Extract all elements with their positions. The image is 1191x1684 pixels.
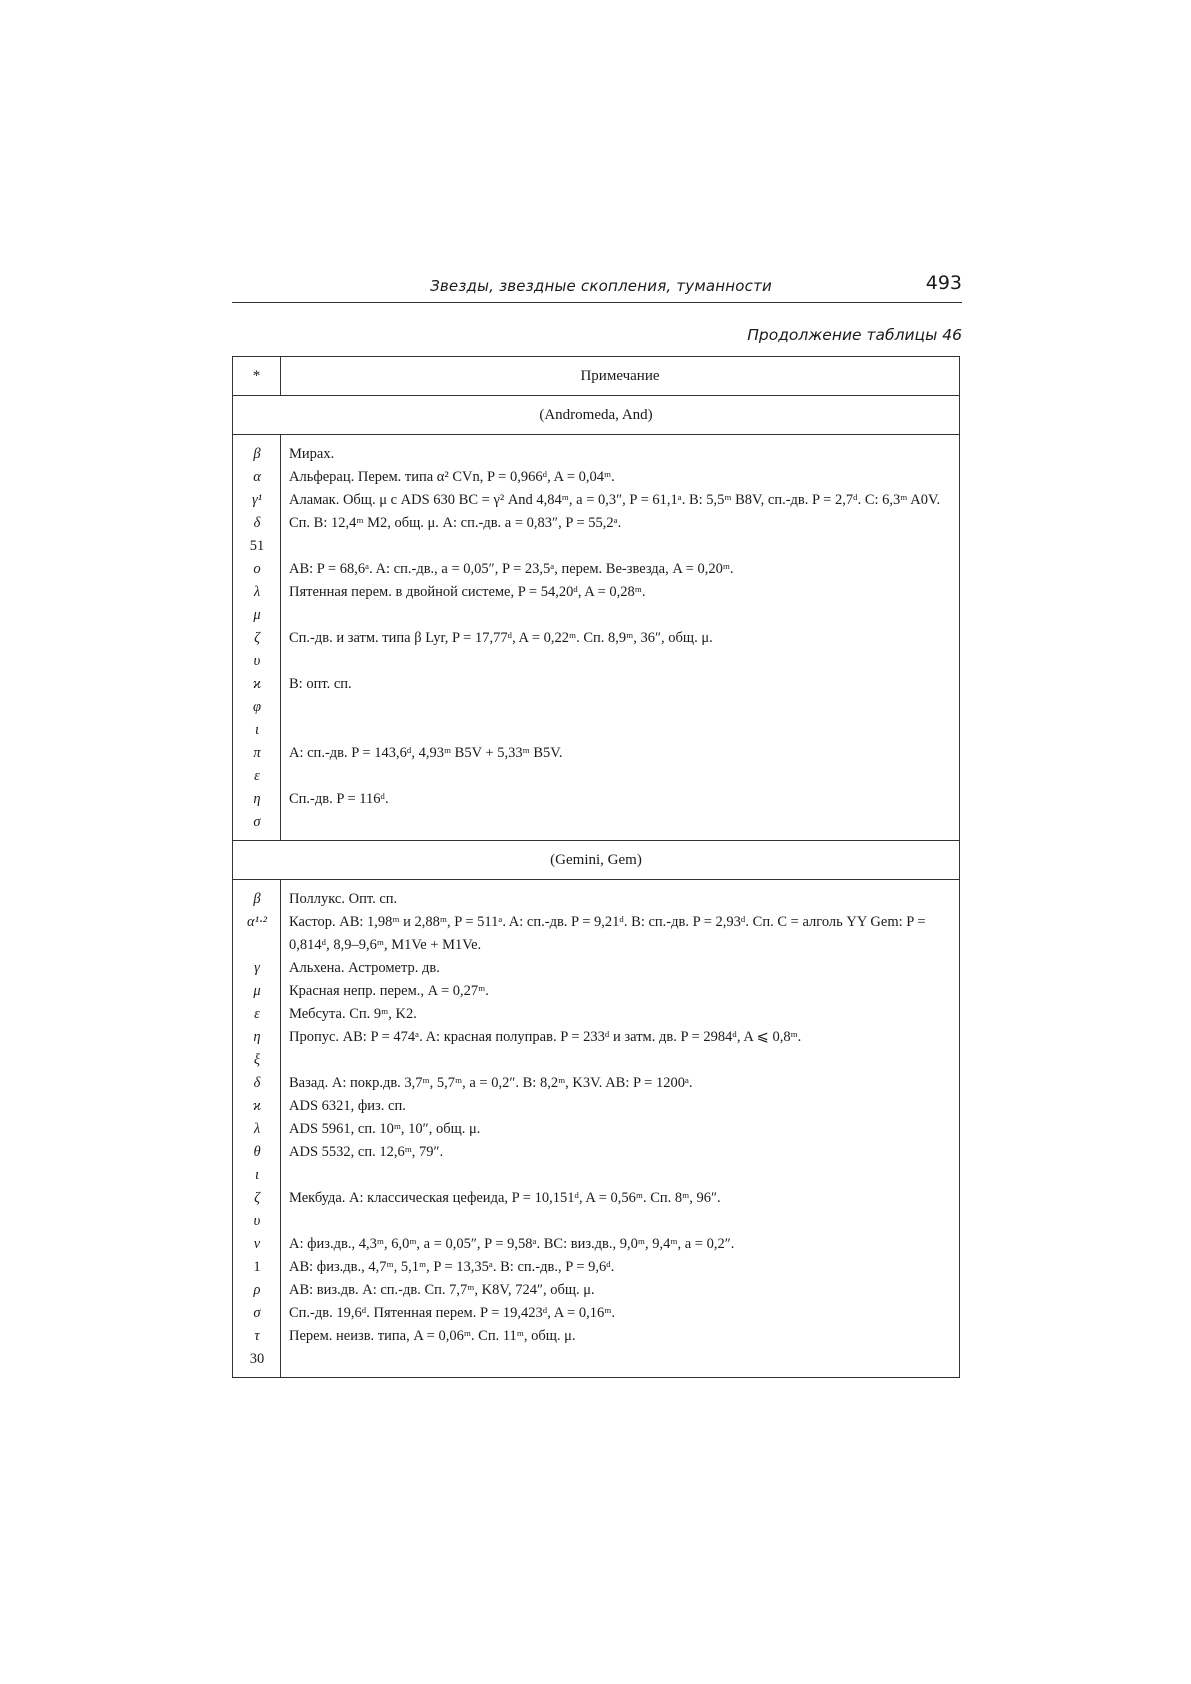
- table-row: [233, 1095, 959, 1118]
- table-row: [233, 1233, 959, 1256]
- section-body: [233, 880, 959, 1377]
- table-row: [233, 443, 959, 466]
- table-row: [233, 581, 959, 604]
- star-note: ADS 5961, сп. 10ᵐ, 10″, общ. μ.: [289, 1121, 481, 1137]
- star-note: ADS 6321, физ. сп.: [289, 1098, 406, 1114]
- table-row: [233, 1302, 959, 1325]
- table-row: [233, 512, 959, 535]
- star-note: [281, 765, 959, 788]
- star-note: Сп. B: 12,4ᵐ M2, общ. μ. A: сп.-дв. a = 0,83″, P = 55,2ᵃ.: [289, 515, 622, 531]
- star-note: [281, 1049, 959, 1072]
- star-note: [281, 696, 959, 719]
- star-designation: π: [253, 745, 261, 761]
- star-designation: τ: [254, 1328, 260, 1344]
- table-row: [233, 742, 959, 765]
- running-title: Звезды, звездные скопления, туманности: [430, 277, 772, 295]
- table-row: [233, 811, 959, 834]
- star-designation: λ: [253, 584, 261, 600]
- star-note: Красная непр. перем., A = 0,27ᵐ.: [289, 983, 489, 999]
- star-designation: μ: [253, 983, 261, 999]
- star-designation: ζ: [254, 1190, 260, 1206]
- star-note: [281, 719, 959, 742]
- star-note: Аламак. Общ. μ с ADS 630 BC = γ² And 4,84ᵐ, a = 0,3″, P = 61,1ᵃ. B: 5,5ᵐ B8V, сп.-дв. P = 2,7ᵈ. C: 6,3ᵐ A0V.: [289, 492, 941, 508]
- table-row: [233, 1026, 959, 1049]
- star-designation: γ: [254, 960, 260, 976]
- table-row: [233, 1187, 959, 1210]
- star-designation: α: [253, 469, 261, 485]
- star-designation: o: [253, 561, 261, 577]
- star-designation: ζ: [254, 630, 260, 646]
- star-designation: θ: [253, 1144, 261, 1160]
- table-header-row: [233, 357, 959, 396]
- star-note: A: сп.-дв. P = 143,6ᵈ, 4,93ᵐ B5V + 5,33ᵐ B5V.: [289, 745, 563, 761]
- star-designation: ν: [253, 1236, 261, 1252]
- star-note: [281, 811, 959, 834]
- star-note: [281, 1348, 959, 1371]
- star-note: Сп.-дв. и затм. типа β Lyr, P = 17,77ᵈ, A = 0,22ᵐ. Сп. 8,9ᵐ, 36″, общ. μ.: [289, 630, 713, 646]
- table-row: [233, 1049, 959, 1072]
- star-designation: υ: [253, 1213, 261, 1229]
- star-designation: α¹·²: [247, 914, 267, 930]
- table-row: [233, 1210, 959, 1233]
- table-row: [233, 489, 959, 512]
- table-row: [233, 696, 959, 719]
- star-designation: ε: [254, 1006, 260, 1022]
- section-body: [233, 435, 959, 841]
- star-note: Пропус. AB: P = 474ᵃ. A: красная полуправ. P = 233ᵈ и затм. дв. P = 2984ᵈ, A ⩽ 0,8ᵐ.: [289, 1029, 802, 1045]
- table-row: [233, 957, 959, 980]
- table-row: [233, 650, 959, 673]
- star-designation: ρ: [253, 1282, 261, 1298]
- star-designation: 51: [249, 538, 265, 554]
- table-row: [233, 911, 959, 957]
- star-note: Кастор. AB: 1,98ᵐ и 2,88ᵐ, P = 511ᵃ. A: сп.-дв. P = 9,21ᵈ. B: сп.-дв. P = 2,93ᵈ. Сп. C = алголь YY Gem: P = 0,814ᵈ, 8,9–9,6ᵐ, M1Ve + M1Ve.: [289, 914, 930, 953]
- table-row: [233, 466, 959, 489]
- star-designation: φ: [252, 699, 262, 715]
- star-designation: μ: [253, 607, 261, 623]
- table-row: [233, 1141, 959, 1164]
- table-row: [233, 788, 959, 811]
- star-note: Мебсута. Сп. 9ᵐ, K2.: [289, 1006, 417, 1022]
- table-row: [233, 888, 959, 911]
- star-note: [281, 1164, 959, 1187]
- header-note-column: Примечание: [580, 368, 660, 384]
- star-designation: σ: [253, 1305, 261, 1321]
- table-row: [233, 1325, 959, 1348]
- star-designation: η: [253, 1029, 261, 1045]
- star-note: Вазад. A: покр.дв. 3,7ᵐ, 5,7ᵐ, a = 0,2″. B: 8,2ᵐ, K3V. AB: P = 1200ᵃ.: [289, 1075, 693, 1091]
- section-title: (Gemini, Gem): [233, 841, 959, 880]
- star-note: Мирах.: [289, 446, 335, 462]
- star-note: ADS 5532, сп. 12,6ᵐ, 79″.: [289, 1144, 444, 1160]
- page-number: 493: [925, 272, 962, 294]
- star-note: Перем. неизв. типа, A = 0,06ᵐ. Сп. 11ᵐ, общ. μ.: [289, 1328, 576, 1344]
- section-title: (Andromeda, And): [233, 396, 959, 435]
- star-designation: ξ: [253, 1052, 261, 1068]
- star-note: B: опт. сп.: [289, 676, 352, 692]
- table-row: [233, 1348, 959, 1371]
- star-note: [281, 535, 959, 558]
- table-continuation-label: Продолжение таблицы 46: [747, 326, 962, 344]
- table-row: [233, 1118, 959, 1141]
- table-row: [233, 535, 959, 558]
- star-designation: ι: [254, 722, 260, 738]
- star-note: AB: физ.дв., 4,7ᵐ, 5,1ᵐ, P = 13,35ᵃ. B: сп.-дв., P = 9,6ᵈ.: [289, 1259, 615, 1275]
- star-designation: δ: [253, 515, 261, 531]
- star-designation: 1: [253, 1259, 261, 1275]
- running-head: [232, 268, 962, 303]
- star-designation: σ: [253, 814, 261, 830]
- table-row: [233, 1279, 959, 1302]
- table-row: [233, 558, 959, 581]
- star-designation: ε: [254, 768, 260, 784]
- table-row: [233, 765, 959, 788]
- star-designation: β: [253, 446, 261, 462]
- star-note: A: физ.дв., 4,3ᵐ, 6,0ᵐ, a = 0,05″, P = 9,58ᵃ. BC: виз.дв., 9,0ᵐ, 9,4ᵐ, a = 0,2″.: [289, 1236, 735, 1252]
- star-note: Сп.-дв. 19,6ᵈ. Пятенная перем. P = 19,423ᵈ, A = 0,16ᵐ.: [289, 1305, 615, 1321]
- header-star-column: *: [233, 357, 281, 395]
- table-row: [233, 673, 959, 696]
- star-note: [281, 650, 959, 673]
- star-designation: β: [253, 891, 261, 907]
- star-note: [281, 1210, 959, 1233]
- star-notes-table: [232, 356, 960, 1378]
- table-sections: [233, 396, 959, 1377]
- table-row: [233, 604, 959, 627]
- table-row: [233, 627, 959, 650]
- star-note: AB: P = 68,6ᵃ. A: сп.-дв., a = 0,05″, P = 23,5ᵃ, перем. Be-звезда, A = 0,20ᵐ.: [289, 561, 734, 577]
- star-designation: ι: [254, 1167, 260, 1183]
- star-designation: γ¹: [251, 492, 263, 508]
- star-note: AB: виз.дв. A: сп.-дв. Сп. 7,7ᵐ, K8V, 724″, общ. μ.: [289, 1282, 595, 1298]
- table-row: [233, 719, 959, 742]
- star-designation: λ: [253, 1121, 261, 1137]
- star-note: Мекбуда. A: классическая цефеида, P = 10,151ᵈ, A = 0,56ᵐ. Сп. 8ᵐ, 96″.: [289, 1190, 721, 1206]
- star-designation: ϰ: [252, 676, 262, 692]
- table-row: [233, 1072, 959, 1095]
- table-row: [233, 980, 959, 1003]
- star-note: Сп.-дв. P = 116ᵈ.: [289, 791, 389, 807]
- star-designation: 30: [249, 1351, 265, 1367]
- star-designation: η: [253, 791, 261, 807]
- table-row: [233, 1164, 959, 1187]
- star-note: Альферац. Перем. типа α² CVn, P = 0,966ᵈ, A = 0,04ᵐ.: [289, 469, 615, 485]
- star-designation: δ: [253, 1075, 261, 1091]
- star-designation: υ: [253, 653, 261, 669]
- star-note: [281, 604, 959, 627]
- table-row: [233, 1256, 959, 1279]
- star-note: Альхена. Астрометр. дв.: [289, 960, 440, 976]
- star-designation: ϰ: [252, 1098, 262, 1114]
- star-note: Пятенная перем. в двойной системе, P = 54,20ᵈ, A = 0,28ᵐ.: [289, 584, 646, 600]
- star-note: Поллукс. Опт. сп.: [289, 891, 398, 907]
- table-row: [233, 1003, 959, 1026]
